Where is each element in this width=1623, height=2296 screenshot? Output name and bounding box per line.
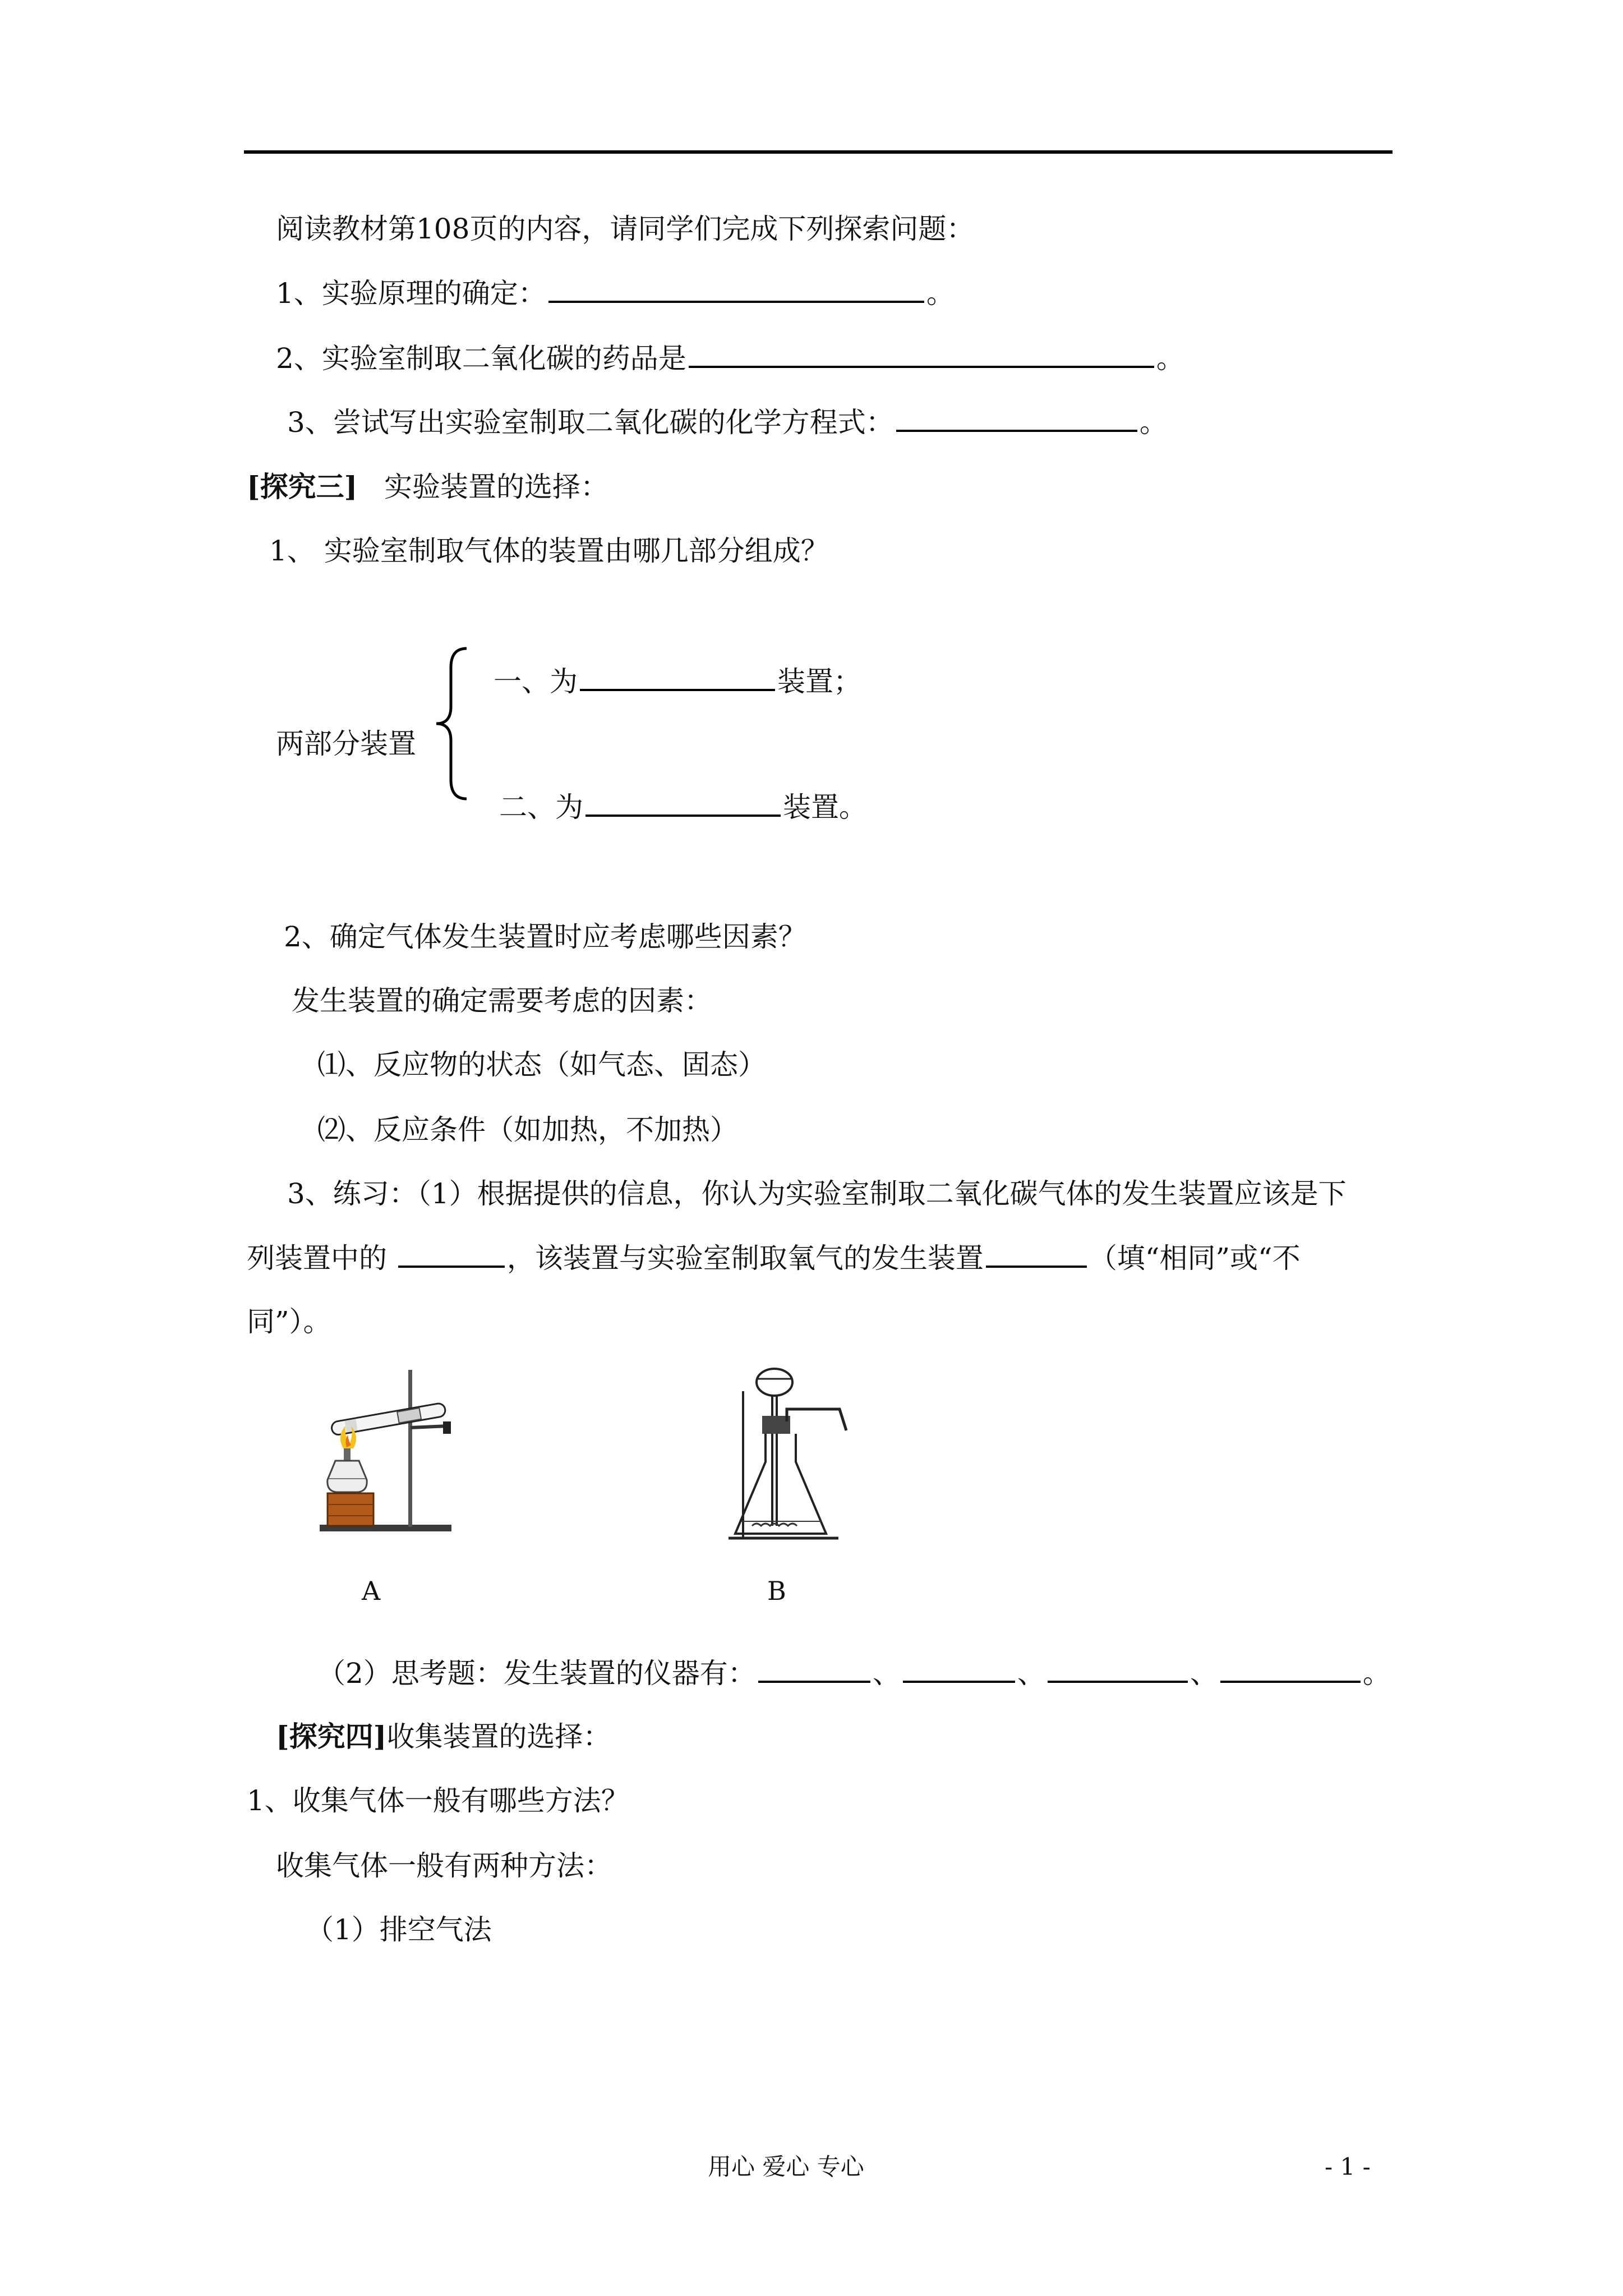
think-question xyxy=(317,1656,1391,1690)
header-rule xyxy=(244,150,1393,154)
practice-line-2 xyxy=(247,1241,1301,1275)
practice-line-1: 3、练习：（1）根据提供的信息，你认为实验室制取二氧化碳气体的发生装置应该是下 xyxy=(287,1177,1347,1210)
factor-2: ⑵、反应条件（如加热，不加热） xyxy=(317,1114,738,1146)
question-2 xyxy=(276,341,1184,375)
instrument-blank-4[interactable] xyxy=(1220,1656,1361,1683)
separator-2: 、 xyxy=(1017,1657,1045,1690)
explore-3-question-2: 2、确定气体发生装置时应考虑哪些因素？ xyxy=(284,921,806,953)
explore-3-heading xyxy=(247,470,608,504)
factor-1: ⑴、反应物的状态（如气态、固态） xyxy=(317,1048,766,1081)
think-label: （2）思考题：发生装置的仪器有： xyxy=(317,1657,756,1690)
part-2-blank[interactable] xyxy=(585,790,781,817)
explore-4-heading xyxy=(276,1720,611,1754)
explore-3-title: 实验装置的选择： xyxy=(384,471,609,503)
intro-line: 阅读教材第108页的内容，请同学们完成下列探索问题： xyxy=(276,213,975,245)
question-3 xyxy=(287,405,1168,439)
practice-line-2c: （填“相同”或“不 xyxy=(1089,1242,1301,1274)
question-2-label: 2、实验室制取二氧化碳的药品是 xyxy=(276,342,686,375)
part-1-prefix: 一、为 xyxy=(494,665,578,698)
part-1-suffix: 装置； xyxy=(777,665,861,698)
footer-motto: 用心 爱心 专心 xyxy=(708,2153,864,2180)
question-2-end: 。 xyxy=(1156,342,1184,375)
collection-intro: 收集气体一般有两种方法： xyxy=(276,1849,612,1882)
think-end: 。 xyxy=(1362,1657,1391,1690)
part-2-line xyxy=(499,790,867,824)
instrument-blank-3[interactable] xyxy=(1048,1656,1188,1683)
separator-3: 、 xyxy=(1189,1657,1218,1690)
method-1: （1）排空气法 xyxy=(306,1913,492,1946)
figure-b-label: B xyxy=(767,1576,786,1606)
question-1 xyxy=(276,276,955,310)
practice-line-3: 同”）。 xyxy=(247,1305,331,1338)
answer-blank-3[interactable] xyxy=(896,405,1137,432)
explore-3-question-1: 1、 实验室制取气体的装置由哪几部分组成？ xyxy=(269,535,829,567)
curly-brace-icon xyxy=(432,645,477,802)
figure-a-label: A xyxy=(362,1576,381,1606)
part-2-suffix: 装置。 xyxy=(783,791,867,823)
practice-blank-1[interactable] xyxy=(398,1241,505,1268)
question-1-end: 。 xyxy=(926,277,955,310)
part-1-blank[interactable] xyxy=(580,664,775,691)
explore-3-tag: [探究三] xyxy=(247,470,358,503)
instrument-blank-2[interactable] xyxy=(903,1656,1015,1683)
answer-blank-2[interactable] xyxy=(689,341,1154,368)
two-parts-label: 两部分装置 xyxy=(276,728,416,760)
flask-apparatus-image xyxy=(721,1363,861,1548)
explore-4-title: 收集装置的选择： xyxy=(386,1720,611,1753)
explore-4-tag: [探究四] xyxy=(276,1720,387,1753)
practice-line-2a: 列装置中的 xyxy=(247,1242,387,1274)
practice-blank-2[interactable] xyxy=(986,1241,1087,1268)
question-1-label: 1、实验原理的确定： xyxy=(276,277,546,310)
question-3-end: 。 xyxy=(1139,406,1168,439)
heating-apparatus-image xyxy=(314,1363,482,1537)
factors-intro: 发生装置的确定需要考虑的因素： xyxy=(292,984,712,1017)
part-1-line xyxy=(494,664,861,698)
answer-blank-1[interactable] xyxy=(548,276,924,303)
separator-1: 、 xyxy=(872,1657,901,1690)
page-number: - 1 - xyxy=(1325,2153,1371,2180)
question-3-label: 3、尝试写出实验室制取二氧化碳的化学方程式： xyxy=(287,406,894,439)
explore-4-question-1: 1、收集气体一般有哪些方法？ xyxy=(247,1784,629,1817)
practice-line-2b: ，该装置与实验室制取氧气的发生装置 xyxy=(506,1242,984,1274)
instrument-blank-1[interactable] xyxy=(758,1656,870,1683)
part-2-prefix: 二、为 xyxy=(499,791,583,823)
